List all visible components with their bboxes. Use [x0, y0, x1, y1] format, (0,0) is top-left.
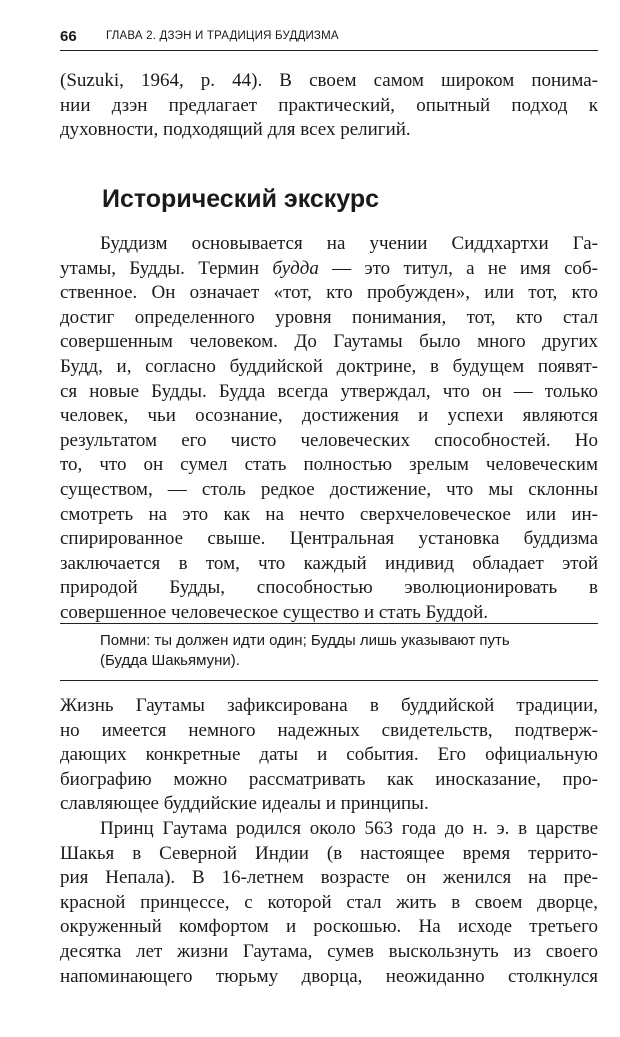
- text-line: ственное. Он означает «тот, кто пробужден», или тот, кто: [60, 282, 598, 304]
- text-segment: — это титул, а не имя соб-: [318, 257, 599, 279]
- text-line: десятка лет жизни Гаутама, сумев выскользнуть из своего: [60, 940, 598, 962]
- text-line: красной принцессе, с которой стал жить в своем дворце,: [60, 891, 598, 913]
- intro-paragraph: [60, 69, 598, 143]
- text-line: славляющее буддийские идеалы и принципы.: [60, 793, 429, 815]
- text-line: но имеется немного надежных свидетельств, подтверж-: [60, 719, 598, 741]
- text-line: Буддизм основывается на учении Сиддхартхи Га-: [100, 233, 598, 254]
- text-line: то, что он сумел стать полностью зрелым человеческим: [60, 454, 598, 476]
- paragraph-3: [60, 817, 598, 989]
- text-line: человек, чьи осознание, достижения и успехи являются: [60, 405, 598, 427]
- text-line: духовности, подходящий для всех религий.: [60, 119, 411, 141]
- text-line: совершенным человеком. До Гаутамы было много других: [60, 331, 598, 353]
- text-segment: утамы, Будды. Термин: [60, 257, 273, 279]
- text-line: существом, — столь редкое достижение, что мы склонны: [60, 478, 598, 500]
- epigraph-box: [60, 623, 598, 681]
- epigraph-quote: [100, 631, 598, 671]
- text-line: совершенное человеческое существо и стать Буддой.: [60, 601, 488, 623]
- quote-line: (Будда Шакьямуни).: [100, 652, 240, 669]
- emphasis-term: будда: [272, 257, 319, 279]
- page-number: 66: [60, 28, 77, 45]
- text-line: смотреть на это как на нечто сверхчеловеческое или ин-: [60, 503, 598, 525]
- running-title: ГЛАВА 2. ДЗЭН И ТРАДИЦИЯ БУДДИЗМА: [106, 30, 339, 42]
- text-line: нии дзэн предлагает практический, опытный подход к: [60, 94, 598, 116]
- text-line: природой Будды, способностью эволюционировать в: [60, 577, 598, 599]
- text-line: (Suzuki, 1964, p. 44). В своем самом широком понима-: [60, 70, 598, 91]
- text-line: окруженный комфортом и роскошью. На исходе третьего: [60, 916, 598, 938]
- text-line: спирированное свыше. Центральная установка буддизма: [60, 528, 598, 550]
- text-line: Принц Гаутама родился около 563 года до н. э. в царстве: [100, 818, 598, 839]
- text-line: Будд, и, согласно буддийской доктрине, в будущем появят-: [60, 355, 598, 377]
- text-line: заключается в том, что каждый индивид обладает этой: [60, 552, 598, 574]
- page-header: [60, 26, 598, 51]
- text-line: достиг определенного уровня понимания, тот, кто стал: [60, 306, 598, 328]
- text-line: дающих конкретные даты и события. Его официальную: [60, 744, 598, 766]
- text-line: напоминающего тюрьму дворца, неожиданно столкнулся: [60, 965, 598, 987]
- section-heading: Исторический экскурс: [102, 185, 380, 213]
- quote-line: Помни: ты должен идти один; Будды лишь указывают путь: [100, 632, 510, 649]
- text-line: [60, 257, 598, 282]
- text-line: рия Непала). В 16-летнем возрасте он женился на пре-: [60, 867, 598, 889]
- text-line: результатом его чисто человеческих способностей. Но: [60, 429, 598, 451]
- text-line: Шакья в Северной Индии (в настоящее время террито-: [60, 842, 598, 864]
- text-line: Жизнь Гаутамы зафиксирована в буддийской традиции,: [60, 695, 598, 716]
- text-line: ся новые Будды. Будда всегда утверждал, что он — только: [60, 380, 598, 402]
- text-line: биографию можно рассматривать как иносказание, про-: [60, 768, 598, 790]
- paragraph-1: [60, 232, 598, 626]
- paragraph-2: [60, 694, 598, 817]
